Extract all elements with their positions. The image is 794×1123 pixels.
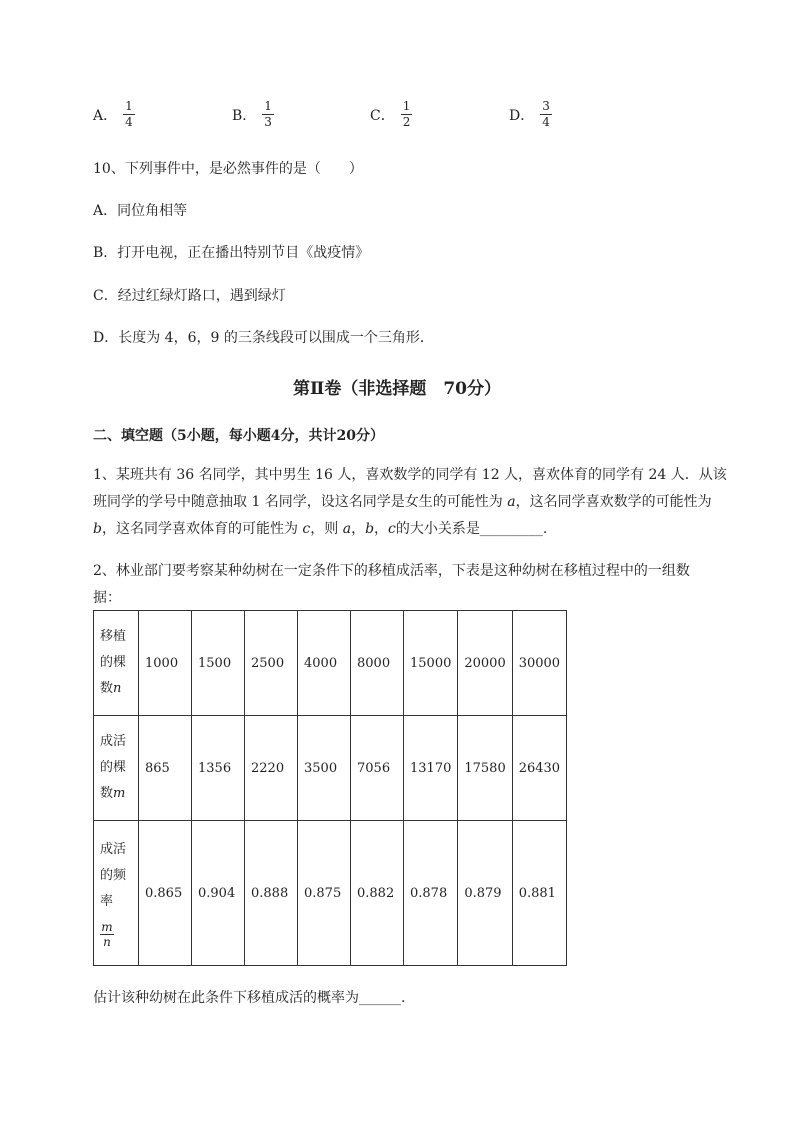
table-cell: 0.882	[351, 821, 404, 966]
transplant-data-table	[93, 610, 567, 966]
table-cell: 0.879	[458, 821, 512, 966]
table-cell: 865	[139, 716, 192, 821]
option-letter: D．	[509, 107, 535, 124]
rate-fraction: $\frac{m}{n}$	[101, 920, 113, 949]
fill-question-2	[93, 558, 753, 612]
numerator: 1	[264, 99, 272, 113]
option-a	[93, 100, 135, 129]
table-cell: 0.875	[298, 821, 351, 966]
table-cell: 2220	[245, 716, 298, 821]
table-row-survived	[94, 716, 567, 821]
fill-1-line-2: 班同学的学号中随意抽取 1 名同学，设这名同学是女生的可能性为 a，这名同学喜欢数学的可能性为	[93, 494, 712, 510]
numerator: 1	[402, 99, 411, 113]
denominator: 3	[264, 115, 272, 129]
table-cell: 8000	[351, 611, 404, 716]
question-10-stem: 10、下列事件中，是必然事件的是（ ）	[93, 161, 363, 177]
numerator: 1	[125, 99, 133, 113]
denominator: 4	[542, 115, 550, 129]
table-cell: 0.865	[139, 821, 192, 966]
option-letter: A．	[93, 107, 118, 124]
row-header-survived: 成活 的棵 数m	[94, 716, 139, 821]
table-cell: 7056	[351, 716, 404, 821]
fill-2-line-1: 2、林业部门要考察某种幼树在一定条件下的移植成活率，下表是这种幼树在移植过程中的一组数	[93, 563, 690, 579]
section-title: 二、填空题（5小题，每小题4分，共计20分）	[93, 428, 384, 444]
table-cell: 0.888	[245, 821, 298, 966]
question-10-option-b: B．打开电视，正在播出特别节目《战疫情》	[93, 245, 370, 261]
option-b	[232, 100, 274, 129]
table-cell: 0.878	[404, 821, 458, 966]
table-row-rate	[94, 821, 567, 966]
question-10-option-d: D．长度为 4，6，9 的三条线段可以围成一个三角形．	[93, 330, 434, 346]
fill-2-estimate: 估计该种幼树在此条件下移植成活的概率为______.	[93, 990, 406, 1006]
fraction	[540, 100, 552, 129]
fill-question-1	[93, 462, 753, 543]
table-cell: 0.881	[512, 821, 566, 966]
table-cell: 2500	[245, 611, 298, 716]
numerator: 3	[542, 99, 550, 113]
denominator: 4	[125, 115, 133, 129]
row-header-rate: 成活 的频 率 $\frac{m}{n}$	[94, 821, 139, 966]
fill-2-line-2: 据：	[93, 590, 121, 606]
table-cell: 30000	[512, 611, 566, 716]
fraction	[401, 100, 413, 129]
table-cell: 1500	[192, 611, 245, 716]
option-letter: B．	[232, 107, 257, 124]
fill-1-line-3: b，这名同学喜欢体育的可能性为 c，则 a，b，c的大小关系是_________.	[93, 521, 548, 537]
question-10-option-c: C．经过红绿灯路口，遇到绿灯	[93, 288, 286, 304]
option-letter: C．	[370, 107, 395, 124]
table-cell: 4000	[298, 611, 351, 716]
question-10-option-a: A．同位角相等	[93, 203, 188, 219]
option-d	[509, 100, 552, 129]
table-cell: 15000	[404, 611, 458, 716]
part-2-title: 第Ⅱ卷（非选择题 70分）	[293, 379, 501, 399]
table-cell: 1356	[192, 716, 245, 821]
table-cell: 13170	[404, 716, 458, 821]
fraction	[123, 100, 135, 129]
option-c	[370, 100, 412, 129]
table-cell: 20000	[458, 611, 512, 716]
table-cell: 3500	[298, 716, 351, 821]
denominator: 2	[402, 115, 411, 129]
row-header-planted: 移植 的棵 数n	[94, 611, 139, 716]
table-cell: 1000	[139, 611, 192, 716]
fraction	[262, 100, 274, 129]
table-row-planted	[94, 611, 567, 716]
fill-1-line-1: 1、某班共有 36 名同学，其中男生 16 人，喜欢数学的同学有 12 人，喜欢体育的同学有 24 人．从该	[93, 467, 727, 483]
table-cell: 26430	[512, 716, 566, 821]
table-cell: 0.904	[192, 821, 245, 966]
table-cell: 17580	[458, 716, 512, 821]
